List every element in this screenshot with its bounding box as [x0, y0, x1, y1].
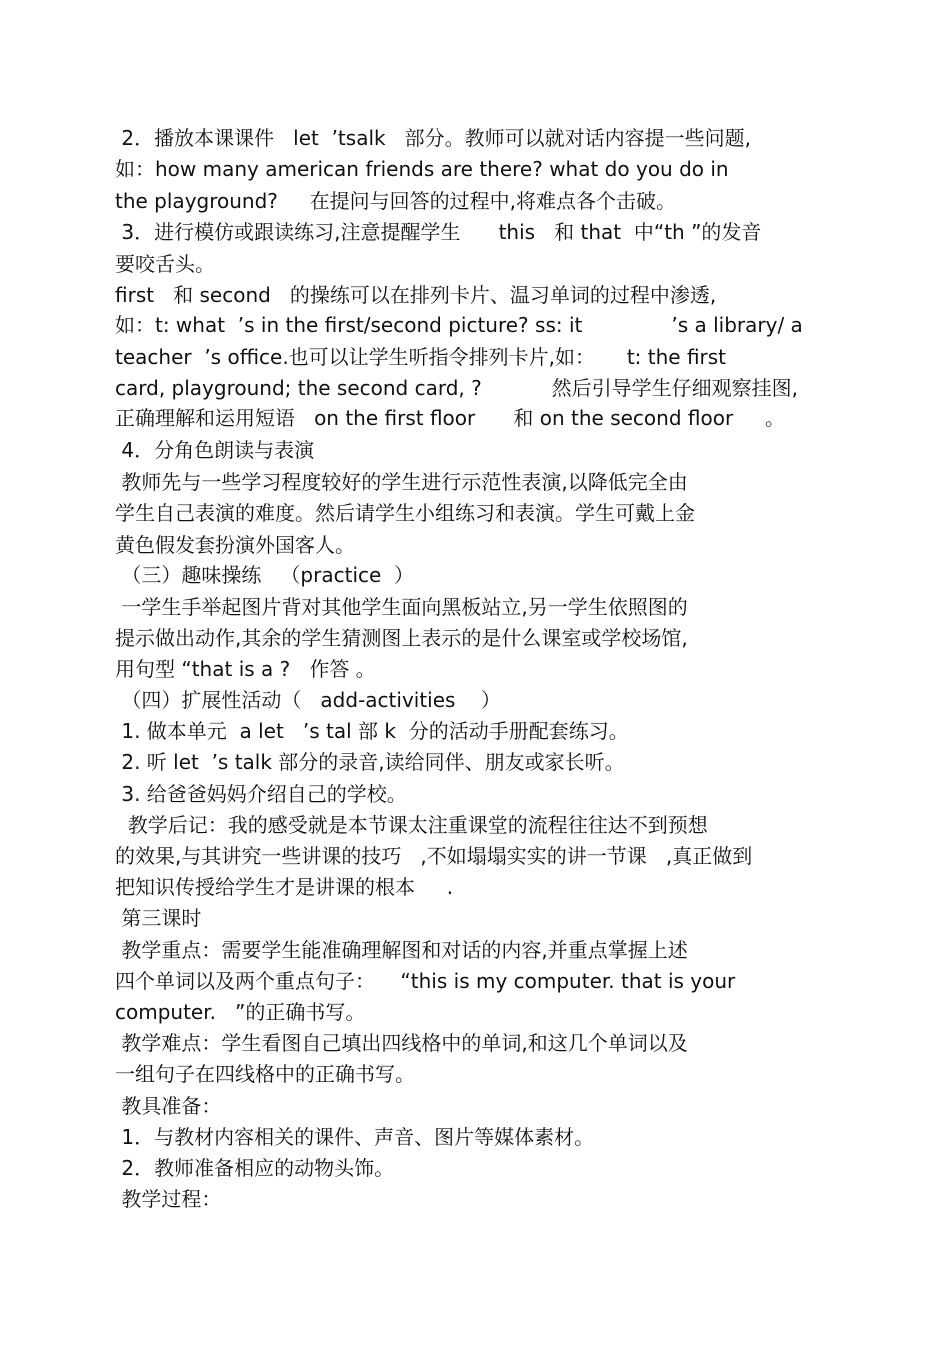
text-line: （三）趣味操练 （practice ）: [115, 563, 415, 587]
text-line: 用句型 “that is a ? 作答 。: [115, 657, 376, 681]
text-line: 2．播放本课课件 let ’tsalk 部分。教师可以就对话内容提一些问题,: [115, 126, 752, 150]
text-line: computer. ”的正确书写。: [115, 1000, 366, 1024]
text-line: 4．分角色朗读与表演: [115, 438, 315, 462]
text-line: 如：how many american friends are there? what do you do in: [115, 157, 729, 181]
text-line: card, playground; the second card, ? 然后引导学生仔细观察挂图,: [115, 376, 799, 400]
text-line: 学生自己表演的难度。然后请学生小组练习和表演。学生可戴上金: [115, 501, 695, 525]
text-line: 一学生手举起图片背对其他学生面向黑板站立,另一学生依照图的: [115, 595, 688, 619]
text-line: 一组句子在四线格中的正确书写。: [115, 1062, 415, 1086]
text-line: teacher ’s office.也可以让学生听指令排列卡片,如： t: the first: [115, 345, 727, 369]
text-line: 3．进行模仿或跟读练习,注意提醒学生 this 和 that 中“th ”的发音: [115, 220, 762, 244]
text-line: 3. 给爸爸妈妈介绍自己的学校。: [115, 782, 407, 806]
text-line: 2. 听 let ’s talk 部分的录音,读给同伴、朋友或家长听。: [115, 750, 625, 774]
text-line: 黄色假发套扮演外国客人。: [115, 533, 355, 557]
text-line: 要咬舌头。: [115, 252, 215, 276]
text-line: 1. 做本单元 a let ’s tal 部 k 分的活动手册配套练习。: [115, 719, 629, 743]
text-line: 第三课时: [115, 906, 202, 930]
text-line: 提示做出动作,其余的学生猜测图上表示的是什么课室或学校场馆,: [115, 626, 688, 650]
text-line: 教学过程：: [115, 1187, 222, 1211]
text-line: the playground? 在提问与回答的过程中,将难点各个击破。: [115, 189, 677, 213]
text-line: 如：t: what ’s in the first/second picture? ss: it ’s a library/ a: [115, 313, 803, 337]
text-line: 教具准备：: [115, 1094, 222, 1118]
text-line: 1．与教材内容相关的课件、声音、图片等媒体素材。: [115, 1125, 595, 1149]
text-line: 教学重点：需要学生能准确理解图和对话的内容,并重点掌握上述: [115, 938, 688, 962]
text-line: 教学后记：我的感受就是本节课太注重课堂的流程往往达不到预想: [115, 813, 708, 837]
text-line: （四）扩展性活动（ add-activities ）: [115, 688, 501, 712]
text-line: 四个单词以及两个重点句子： “this is my computer. that is your: [115, 969, 736, 993]
text-line: 把知识传授给学生才是讲课的根本 .: [115, 875, 454, 899]
text-line: first 和 second 的操练可以在排列卡片、温习单词的过程中渗透,: [115, 283, 717, 307]
text-line: 的效果,与其讲究一些讲课的技巧 ,不如塌塌实实的讲一节课 ,真正做到: [115, 844, 753, 868]
text-line: 教师先与一些学习程度较好的学生进行示范性表演,以降低完全由: [115, 470, 688, 494]
text-line: 教学难点：学生看图自己填出四线格中的单词,和这几个单词以及: [115, 1031, 688, 1055]
text-line: 2．教师准备相应的动物头饰。: [115, 1156, 395, 1180]
text-line: 正确理解和运用短语 on the first floor 和 on the second floor 。: [115, 406, 785, 430]
